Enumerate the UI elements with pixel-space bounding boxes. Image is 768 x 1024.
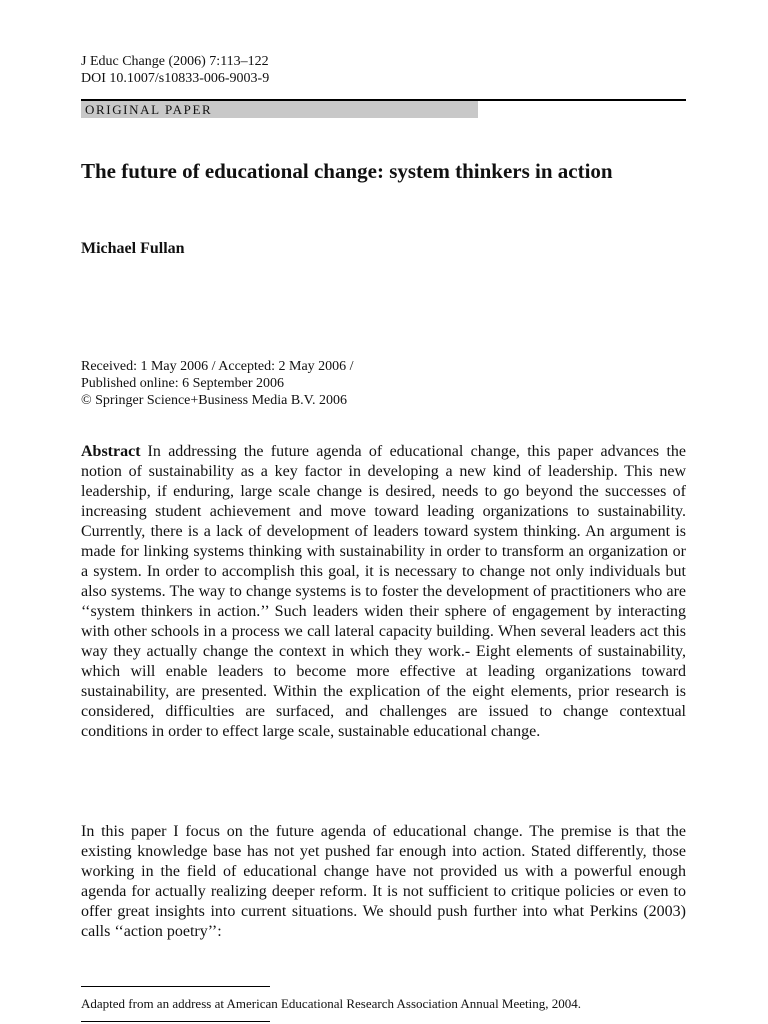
footnote-rule-bottom	[81, 1021, 270, 1022]
author-name: Michael Fullan	[81, 240, 185, 257]
article-title: The future of educational change: system thinkers in action	[81, 159, 613, 183]
abstract-text: In addressing the future agenda of educational change, this paper advances the notion of sustainability as a key factor in developing a new kind of leadership. This new leadership, if enduring, large scale change is desired, needs to go beyond the successes of increasing student achievement and move toward leading organizations to sustainability. Currently, there is a lack of development of leaders toward system thinking. An argument is made for linking systems thinking with sustainability in order to transform an organization or a system. In order to accomplish this goal, it is necessary to change not only individuals but also systems. The way to change systems is to foster the development of practitioners who are ‘‘system thinkers in action.’’ Such leaders widen their sphere of engagement by interacting with other schools in a process we call lateral capacity building. When several leaders act this way they actually change the context in which they work.- Eight elements of sustainability, which will enable leaders to become more effective at leading organizations toward sustainability, are presented. Within the explication of the eight elements, prior research is considered, difficulties are surfaced, and challenges are issued to change contextual conditions in order to effect large scale, sustainable educational change.	[81, 443, 686, 740]
intro-paragraph: In this paper I focus on the future agenda of educational change. The premise is that the existing knowledge base has not yet pushed far enough into action. Stated differently, those working in the field of educational change have not provided us with a powerful enough agenda for actually realizing deeper reform. It is not sufficient to critique policies or even to offer great insights into current situations. We should push further into what Perkins (2003) calls ‘‘action poetry’’:	[81, 823, 686, 940]
doi: DOI 10.1007/s10833-006-9003-9	[81, 71, 270, 86]
abstract	[81, 442, 686, 742]
publication-history	[81, 358, 354, 409]
paper-type-banner: ORIGINAL PAPER	[81, 101, 478, 118]
footnote-rule	[81, 986, 270, 987]
published-online-line: Published online: 6 September 2006	[81, 376, 284, 391]
copyright-line: © Springer Science+Business Media B.V. 2006	[81, 393, 347, 408]
received-accepted-line: Received: 1 May 2006 / Accepted: 2 May 2006 /	[81, 359, 354, 374]
footnote: Adapted from an address at American Educational Research Association Annual Meeting, 2004.	[81, 996, 581, 1011]
journal-citation: J Educ Change (2006) 7:113–122	[81, 54, 269, 69]
abstract-label: Abstract	[81, 443, 141, 460]
